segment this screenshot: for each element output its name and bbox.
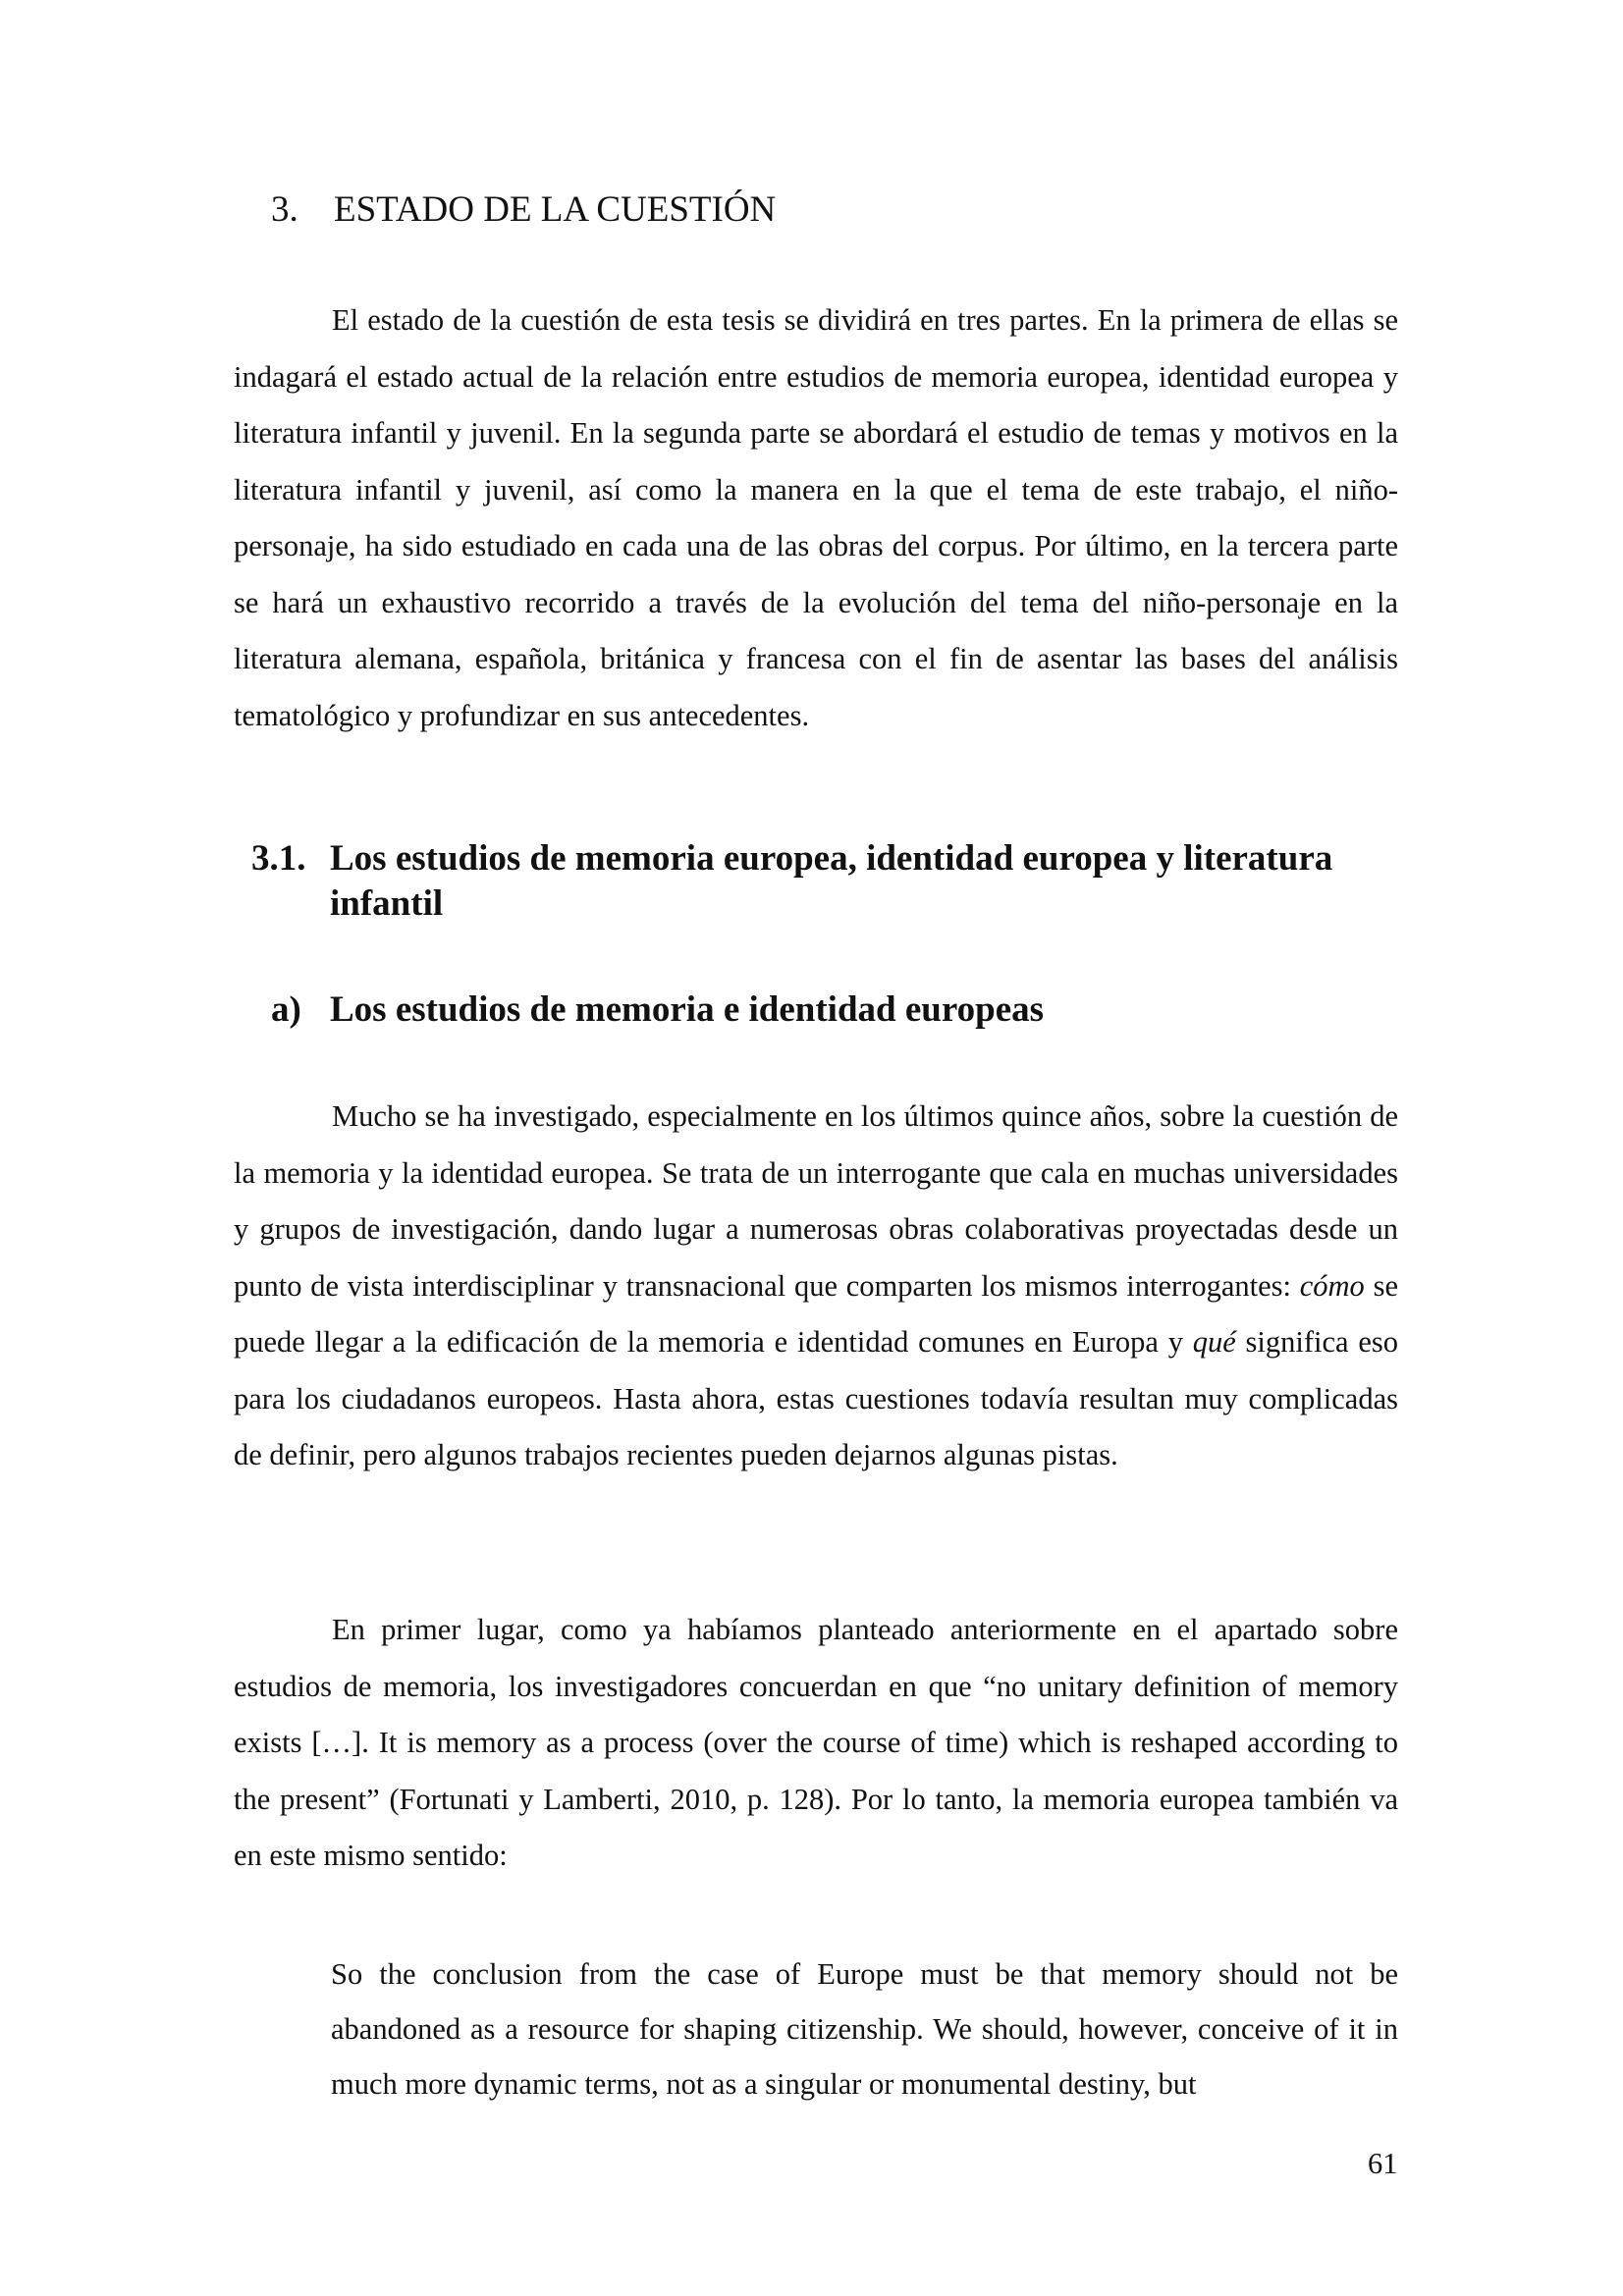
subsubsection-number: a) xyxy=(271,989,301,1030)
emphasis-como: cómo xyxy=(1299,1268,1365,1303)
subsection-number: 3.1. xyxy=(251,838,306,879)
paragraph-text: significa eso para los ciudadanos europeos. Hasta ahora, estas cuestiones todavía resultan muy complicadas de definir, pero algunos trabajos recientes pueden dejarnos algunas pistas. xyxy=(234,1325,1399,1471)
paragraph-text: se puede llegar a la edificación de la memoria e identidad comunes en Europa y xyxy=(234,1268,1398,1359)
paragraph-text: Mucho se ha investigado, especialmente en los últimos quince años, sobre la cuestión de la memoria y la identidad europea. Se trata de un interrogante que cala en muchas universidades y grupos de investigación, dando lugar a numerosas obras colaborativas proyectadas desde un punto de vista interdisciplinar y transnacional que comparten los mismos interrogantes: xyxy=(234,1099,1398,1303)
emphasis-que: qué xyxy=(1192,1325,1236,1359)
body-paragraph-memory-definition: En primer lugar, como ya habíamos planteado anteriormente en el apartado sobre estudios de memoria, los investigadores concuerdan en que “no unitary definition of memory exists […]. It is memory as a process (over the course of time) which is reshaped according to the present” (Fortunati y Lamberti, 2010, p. 128). Por lo tanto, la memoria europea también va en este mismo sentido: xyxy=(234,1613,1398,1872)
subsubsection-heading xyxy=(271,988,1044,1031)
section-number: 3. xyxy=(271,189,298,230)
block-quote: So the conclusion from the case of Europe must be that memory should not be abandoned as a resource for shaping citizenship. We should, however, conceive of it in much more dynamic terms, not as a singular or monumental destiny, but xyxy=(331,1957,1398,2101)
intro-paragraph: El estado de la cuestión de esta tesis se dividirá en tres partes. En la primera de ellas se indagará el estado actual de la relación entre estudios de memoria europea, identidad europea y literatura infantil y juvenil. En la segunda parte se abordará el estudio de temas y motivos en la literatura infantil y juvenil, así como la manera en la que el tema de este trabajo, el niño-personaje, ha sido estudiado en cada una de las obras del corpus. Por último, en la tercera parte se hará un exhaustivo recorrido a través de la evolución del tema del niño-personaje en la literatura alemana, española, británica y francesa con el fin de asentar las bases del análisis tematológico y profundizar en sus antecedentes. xyxy=(234,303,1398,732)
subsubsection-title: Los estudios de memoria e identidad europeas xyxy=(330,989,1045,1030)
body-paragraph-memory-identity xyxy=(234,1089,1398,1484)
subsection-heading xyxy=(251,836,1400,927)
section-heading xyxy=(271,188,776,231)
page-number: 61 xyxy=(1368,2147,1398,2180)
section-title: ESTADO DE LA CUESTIÓN xyxy=(334,189,777,230)
subsection-title: Los estudios de memoria europea, identidad europea y literatura infantil xyxy=(330,838,1333,924)
